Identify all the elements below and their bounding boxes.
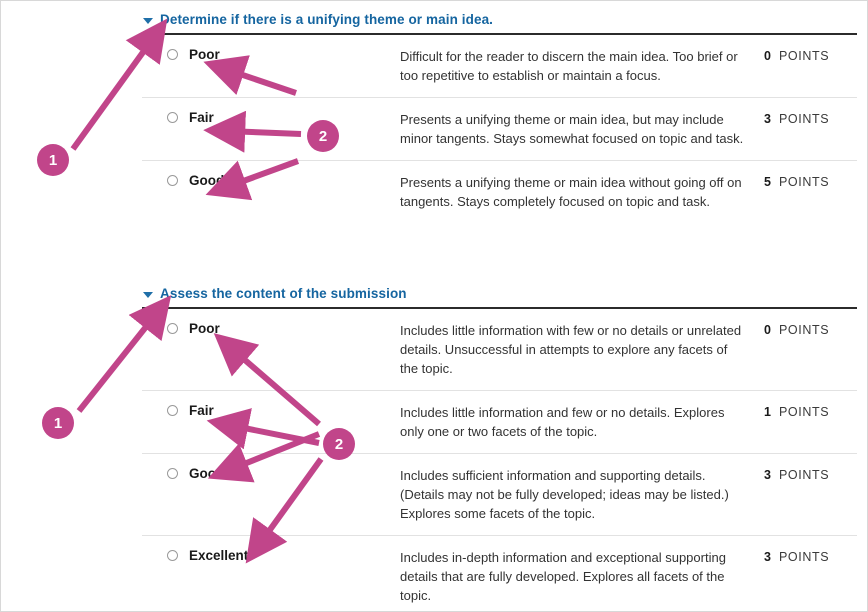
criterion-section: [142, 285, 857, 612]
points-unit: POINTS: [779, 175, 830, 189]
option-points: [761, 548, 857, 567]
points-value: 3: [764, 112, 771, 126]
option-points: [761, 321, 857, 340]
criterion-header[interactable]: [142, 285, 857, 309]
option-label: Excellent: [189, 548, 249, 563]
option-points: [761, 110, 857, 129]
option-selector[interactable]: [142, 403, 400, 418]
option-description: Presents a unifying theme or main idea without going off on tangents. Stays completely focused on topic and task.: [400, 175, 742, 209]
option-points: [761, 466, 857, 485]
rubric-option-row[interactable]: [142, 309, 857, 391]
radio-button[interactable]: [167, 550, 178, 561]
callout-badge: 1: [42, 407, 74, 439]
rubric-option-row[interactable]: [142, 35, 857, 98]
points-value: 3: [764, 550, 771, 564]
criterion-section: [142, 11, 857, 223]
option-label: Poor: [189, 47, 220, 62]
points-value: 0: [764, 323, 771, 337]
option-selector[interactable]: [142, 466, 400, 481]
points-unit: POINTS: [779, 550, 830, 564]
option-description: Presents a unifying theme or main idea, but may include minor tangents. Stays somewhat focused on topic and task.: [400, 112, 744, 146]
points-unit: POINTS: [779, 323, 830, 337]
rubric-option-row[interactable]: [142, 161, 857, 223]
option-selector[interactable]: [142, 110, 400, 125]
points-unit: POINTS: [779, 112, 830, 126]
option-description: Includes sufficient information and supporting details. (Details may not be fully developed; ideas may be listed.) Explores some facets of the topic.: [400, 468, 729, 521]
points-value: 5: [764, 175, 771, 189]
radio-button[interactable]: [167, 112, 178, 123]
points-value: 1: [764, 405, 771, 419]
rubric-option-row[interactable]: [142, 454, 857, 536]
option-label: Fair: [189, 403, 214, 418]
callout-badge: 2: [307, 120, 339, 152]
points-unit: POINTS: [779, 468, 830, 482]
option-points: [761, 173, 857, 192]
option-points: [761, 47, 857, 66]
rubric-option-row[interactable]: [142, 536, 857, 612]
rubric-option-row[interactable]: [142, 391, 857, 454]
callout-badge: 2: [323, 428, 355, 460]
option-label: Good: [189, 466, 225, 481]
radio-button[interactable]: [167, 175, 178, 186]
option-description: Includes little information and few or no details. Explores only one or two facets of the topic.: [400, 405, 725, 439]
criterion-header[interactable]: [142, 11, 857, 35]
radio-button[interactable]: [167, 323, 178, 334]
option-selector[interactable]: [142, 173, 400, 188]
rubric-option-row[interactable]: [142, 98, 857, 161]
option-description: Includes little information with few or no details or unrelated details. Unsuccessful in attempts to explore any facets of the topic.: [400, 323, 742, 376]
option-selector[interactable]: [142, 321, 400, 336]
option-description: Difficult for the reader to discern the main idea. Too brief or too repetitive to establish or maintain a focus.: [400, 49, 738, 83]
criterion-title: Assess the content of the submission: [160, 286, 407, 301]
points-value: 0: [764, 49, 771, 63]
criterion-title: Determine if there is a unifying theme or main idea.: [160, 12, 494, 27]
points-unit: POINTS: [779, 49, 830, 63]
caret-down-icon[interactable]: [142, 13, 156, 27]
callout-badge: 1: [37, 144, 69, 176]
radio-button[interactable]: [167, 468, 178, 479]
option-label: Poor: [189, 321, 220, 336]
option-selector[interactable]: [142, 47, 400, 62]
caret-down-icon[interactable]: [142, 287, 156, 301]
option-points: [761, 403, 857, 422]
option-selector[interactable]: [142, 548, 400, 563]
option-label: Fair: [189, 110, 214, 125]
points-unit: POINTS: [779, 405, 830, 419]
radio-button[interactable]: [167, 49, 178, 60]
radio-button[interactable]: [167, 405, 178, 416]
points-value: 3: [764, 468, 771, 482]
option-description: Includes in-depth information and exceptional supporting details that are fully developed. Explores all facets of the topic.: [400, 550, 726, 603]
option-label: Good: [189, 173, 225, 188]
